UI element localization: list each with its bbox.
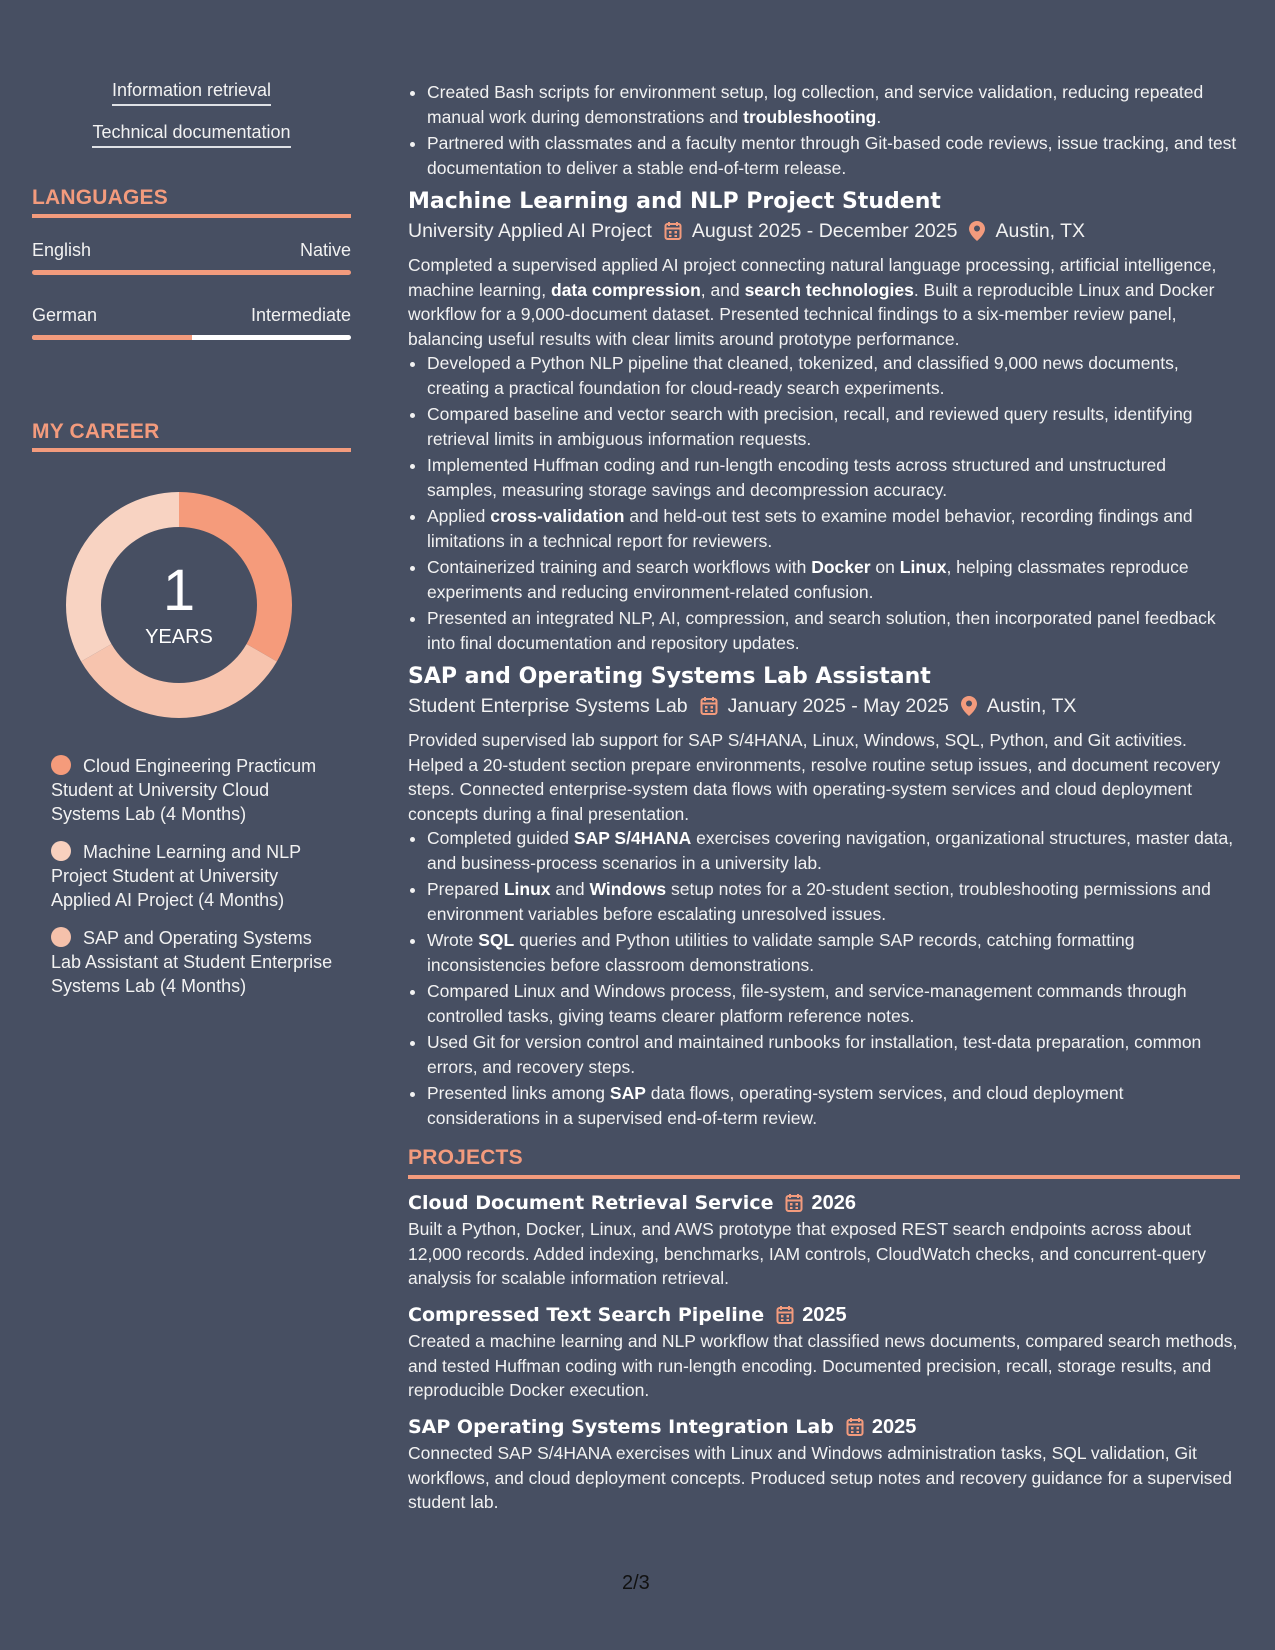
- calendar-icon: [664, 221, 682, 241]
- bullet-item: • Presented an integrated NLP, AI, compression, and search solution, then incorporated panel feedback into final documentation and repository updates.: [427, 606, 1240, 655]
- calendar-icon: [846, 1417, 864, 1437]
- language-proficiency-bar: [32, 270, 351, 275]
- career-heading: MY CAREER: [32, 420, 351, 452]
- bullet-item: • Created Bash scripts for environment setup, log collection, and service validation, reducing repeated manual work during demonstrations and troubleshooting.: [427, 80, 1240, 129]
- bullet-item: • Partnered with classmates and a faculty mentor through Git-based code reviews, issue tracking, and test documentation to deliver a stable end-of-term release.: [427, 131, 1240, 180]
- location-pin-icon: [969, 221, 985, 241]
- language-name: English: [32, 240, 92, 260]
- job-description: Completed a supervised applied AI project connecting natural language processing, artificial intelligence, machine learning, data compression, and search technologies. Built a reproducible Linux and Docker workflow for a 9,000-document dataset. Presented technical findings to a six-member review panel, balancing useful results with clear limits around prototype performance.: [408, 255, 1217, 349]
- career-legend-item: Machine Learning and NLP Project Student at University Applied AI Project (4 Months): [51, 842, 301, 910]
- project-year: 2026: [811, 1191, 856, 1214]
- career-legend-item: SAP and Operating Systems Lab Assistant at Student Enterprise Systems Lab (4 Months): [51, 928, 333, 996]
- bullet-item: • Prepared Linux and Windows setup notes for a 20-student section, troubleshooting permissions and environment variables before escalating unresolved issues.: [427, 877, 1240, 926]
- skill-tag: Technical documentation: [32, 122, 351, 148]
- job-organization: Student Enterprise Systems Lab: [408, 694, 688, 717]
- bullet-item: • Completed guided SAP S/4HANA exercises covering navigation, organizational structures, master data, and business-process scenarios in a university lab.: [427, 826, 1240, 875]
- project-entry: [408, 1303, 1240, 1403]
- job-bullets: [408, 826, 1240, 1130]
- bullet-item: • Developed a Python NLP pipeline that cleaned, tokenized, and classified 9,000 news documents, creating a practical foundation for cloud-ready search experiments.: [427, 351, 1240, 400]
- bullet-item: • Used Git for version control and maintained runbooks for installation, test-data preparation, common errors, and recovery steps.: [427, 1030, 1240, 1079]
- languages-heading: LANGUAGES: [32, 186, 351, 218]
- job-location: Austin, TX: [986, 694, 1077, 717]
- job-dates: January 2025 - May 2025: [727, 694, 949, 717]
- language-level: Intermediate: [250, 305, 351, 325]
- job-title: SAP and Operating Systems Lab Assistant: [408, 664, 931, 689]
- job-organization: University Applied AI Project: [408, 219, 652, 242]
- job-description: Provided supervised lab support for SAP S/4HANA, Linux, Windows, SQL, Python, and Git activities. Helped a 20-student section prepare environments, resolve routine setup issues, and document recovery steps. Connected enterprise-system data flows with operating-system services and cloud deployment concepts during a final presentation.: [408, 730, 1221, 824]
- bullet-item: • Wrote SQL queries and Python utilities to validate sample SAP records, catching formatting inconsistencies before classroom demonstrations.: [427, 928, 1240, 977]
- calendar-icon: [776, 1305, 794, 1325]
- legend-dot-icon: [51, 841, 71, 861]
- job-meta: [408, 219, 1240, 244]
- legend-dot-icon: [51, 927, 71, 947]
- project-entry: [408, 1415, 1240, 1515]
- career-legend: [32, 754, 351, 998]
- job-entry: [408, 665, 1240, 1130]
- language-proficiency-fill: [32, 335, 192, 340]
- skill-tag: Information retrieval: [32, 80, 351, 106]
- intro-bullets: [408, 80, 1240, 180]
- project-description: Created a machine learning and NLP workflow that classified news documents, compared search methods, and tested Huffman coding with run-length encoding. Documented precision, recall, storage results, and reproducible Docker execution.: [408, 1331, 1238, 1400]
- calendar-icon: [700, 696, 718, 716]
- project-title: Compressed Text Search Pipeline: [408, 1303, 765, 1326]
- career-donut-chart: [64, 490, 294, 720]
- bullet-item: • Compared Linux and Windows process, file-system, and service-management commands through controlled tasks, giving teams clearer platform reference notes.: [427, 979, 1240, 1028]
- career-years-unit: YEARS: [145, 626, 213, 648]
- calendar-icon: [785, 1193, 803, 1213]
- page-number: 2/3: [622, 1572, 650, 1594]
- project-title: Cloud Document Retrieval Service: [408, 1191, 774, 1214]
- job-location: Austin, TX: [995, 219, 1086, 242]
- right-column: [408, 80, 1240, 1515]
- project-description: Built a Python, Docker, Linux, and AWS prototype that exposed REST search endpoints across about 12,000 records. Added indexing, benchmarks, IAM controls, CloudWatch checks, and concurrent-query analysis for scalable information retrieval.: [408, 1219, 1206, 1288]
- job-bullets: [408, 351, 1240, 655]
- bullet-item: • Implemented Huffman coding and run-length encoding tests across structured and unstructured samples, measuring storage savings and decompression accuracy.: [427, 453, 1240, 502]
- language-proficiency-bar: [32, 335, 351, 340]
- left-column: [32, 80, 351, 1012]
- project-entry: [408, 1191, 1240, 1291]
- job-dates: August 2025 - December 2025: [691, 219, 958, 242]
- bullet-item: • Applied cross-validation and held-out test sets to examine model behavior, recording findings and limitations in a technical report for reviewers.: [427, 504, 1240, 553]
- job-entry: [408, 190, 1240, 655]
- language-level: Native: [299, 240, 351, 260]
- language-german: [32, 305, 351, 340]
- project-year: 2025: [871, 1415, 917, 1438]
- bullet-item: • Presented links among SAP data flows, operating-system services, and cloud deployment considerations in a supervised end-of-term review.: [427, 1081, 1240, 1130]
- projects-heading: PROJECTS: [408, 1146, 1240, 1179]
- job-meta: [408, 694, 1240, 719]
- bullet-item: • Compared baseline and vector search with precision, recall, and reviewed query results, identifying retrieval limits in ambiguous information requests.: [427, 402, 1240, 451]
- language-name: German: [32, 305, 98, 325]
- language-proficiency-fill: [32, 270, 351, 275]
- project-title: SAP Operating Systems Integration Lab: [408, 1415, 834, 1438]
- project-description: Connected SAP S/4HANA exercises with Linux and Windows administration tasks, SQL validation, Git workflows, and cloud deployment concepts. Produced setup notes and recovery guidance for a supervised student lab.: [408, 1443, 1232, 1512]
- career-years-number: 1: [162, 558, 196, 623]
- career-legend-item: Cloud Engineering Practicum Student at University Cloud Systems Lab (4 Months): [51, 756, 317, 824]
- bullet-item: • Containerized training and search workflows with Docker on Linux, helping classmates reproduce experiments and reducing environment-related confusion.: [427, 555, 1240, 604]
- location-pin-icon: [961, 696, 977, 716]
- legend-dot-icon: [51, 755, 71, 775]
- project-year: 2025: [802, 1303, 847, 1326]
- language-english: [32, 240, 351, 275]
- job-title: Machine Learning and NLP Project Student: [408, 189, 941, 214]
